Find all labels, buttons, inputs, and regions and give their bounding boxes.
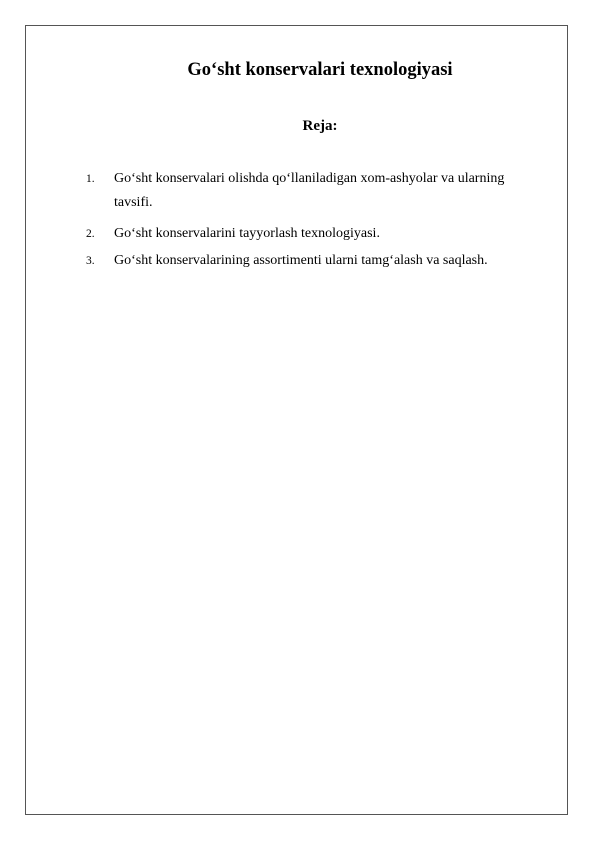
list-item-text: Go‘sht konservalarining assortimenti ularni tamg‘alash va saqlash. [114,253,488,268]
list-item-text: Go‘sht konservalari olishda qo‘llaniladigan xom-ashyolar va ularning tavsifi. [114,171,505,210]
list-item-number: 3. [86,255,95,267]
page-border [25,25,568,815]
list-item-text: Go‘sht konservalarini tayyorlash texnologiyasi. [114,226,380,241]
document-title: Go‘sht konservalari texnologiyasi [187,60,453,80]
list-item-number: 2. [86,228,95,240]
list-item-number: 1. [86,173,95,185]
document-subtitle: Reja: [302,118,338,134]
